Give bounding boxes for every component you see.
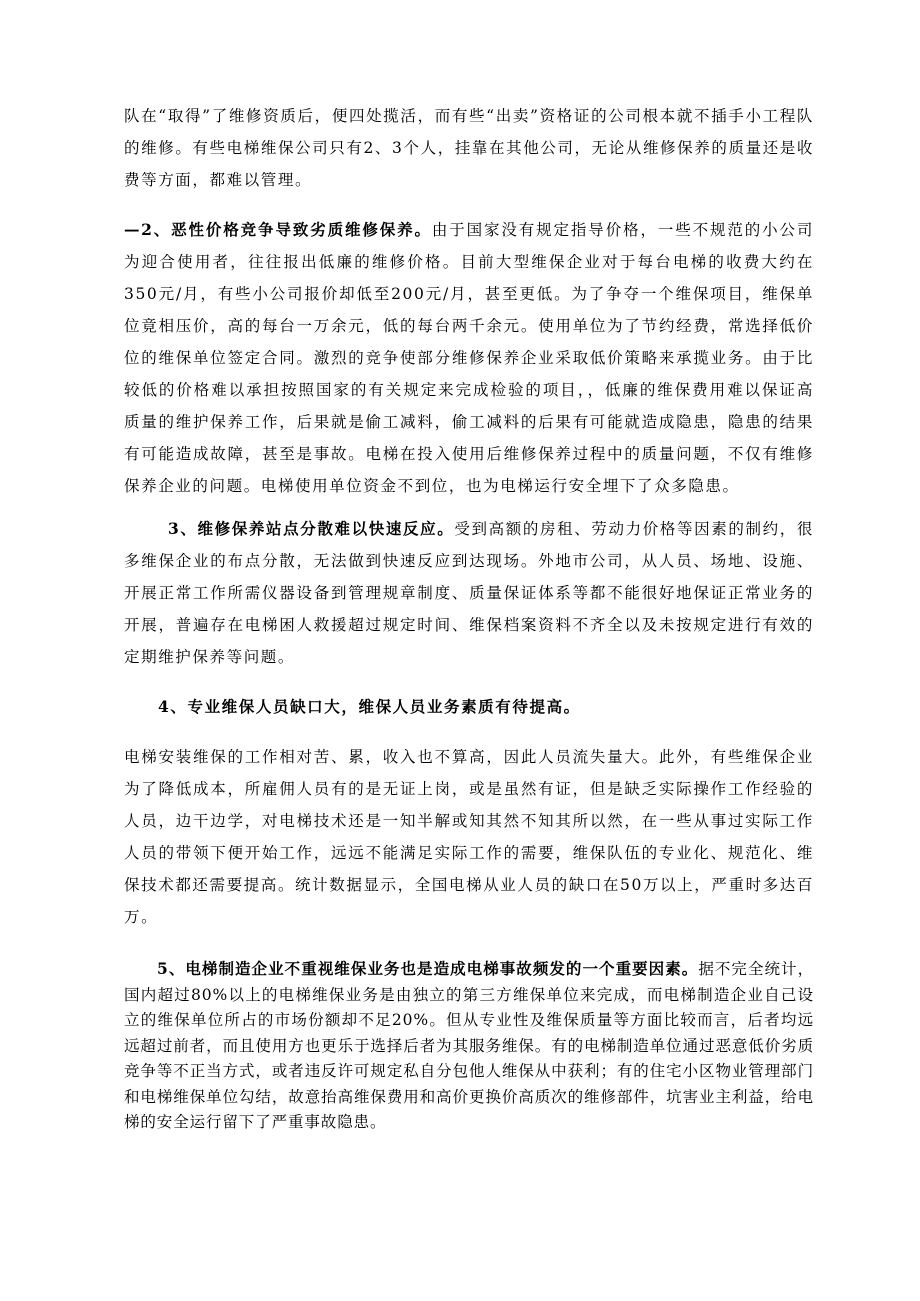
paragraph-3 [124, 513, 814, 673]
paragraph-2-heading: —2、恶性价格竞争导致劣质维修保养。 [124, 220, 432, 239]
paragraph-4 [124, 741, 814, 933]
paragraph-5 [124, 956, 814, 1136]
paragraph-1-text: 队在“取得”了维修资质后，便四处揽活，而有些“出卖”资格证的公司根本就不插手小工程队的维修。有些电梯维保公司只有2、3个人，挂靠在其他公司，无论从维修保养的质量还是收费等方面，都难以管理。 [124, 107, 814, 189]
paragraph-4-heading: 4、专业维保人员缺口大，维保人员业务素质有待提高。 [158, 697, 581, 716]
paragraph-2 [124, 214, 814, 502]
paragraph-2-body: 由于国家没有规定指导价格，一些不规范的小公司为迎合使用者，往往报出低廉的维修价格。目前大型维保企业对于每台电梯的收费大约在350元/月，有些小公司报价却低至200元/月，甚至更低。为了争夺一个维保项目，维保单位竟相压价，高的每台一万余元，低的每台两千余元。使用单位为了节约经费，常选择低价位的维保单位签定合同。激烈的竞争使部分维修保养企业采取低价策略来承揽业务。由于比较低的价格难以承担按照国家的有关规定来完成检验的项目，，低廉的维保费用难以保证高质量的维护保养工作，后果就是偷工减料，偷工减料的后果有可能就造成隐患，隐患的结果有可能造成故障，甚至是事故。电梯在投入使用后维修保养过程中的质量问题，不仅有维修保养企业的问题。电梯使用单位资金不到位，也为电梯运行安全埋下了众多隐患。 [124, 221, 814, 495]
paragraph-1 [124, 100, 814, 196]
paragraph-5-heading: 5、电梯制造企业不重视维保业务也是造成电梯事故频发的一个重要因素。 [157, 959, 699, 978]
paragraph-3-heading: 3、维修保养站点分散难以快速反应。 [168, 519, 455, 538]
paragraph-4-body: 电梯安装维保的工作相对苦、累，收入也不算高，因此人员流失量大。此外，有些维保企业为了降低成本，所雇佣人员有的是无证上岗，或是虽然有证，但是缺乏实际操作工作经验的人员，边干边学，对电梯技术还是一知半解或知其然不知其所以然，在一些从事过实际工作人员的带领下便开始工作，远远不能满足实际工作的需要，维保队伍的专业化、规范化、维保技术都还需要提高。统计数据显示，全国电梯从业人员的缺口在50万以上，严重时多达百万。 [124, 748, 814, 926]
paragraph-3-body: 受到高额的房租、劳动力价格等因素的制约，很多维保企业的布点分散，无法做到快速反应到达现场。外地市公司，从人员、场地、设施、开展正常工作所需仪器设备到管理规章制度、质量保证体系等都不能很好地保证正常业务的开展，普遍存在电梯困人救援超过规定时间、维保档案资料不齐全以及未按规定进行有效的定期维护保养等问题。 [124, 520, 814, 666]
paragraph-5-body: 据不完全统计，国内超过80%以上的电梯维保业务是由独立的第三方维保单位来完成，而电梯制造企业自己设立的维保单位所占的市场份额却不足20%。但从专业性及维保质量等方面比较而言，后者均远远超过前者，而且使用方也更乐于选择后者为其服务维保。有的电梯制造单位通过恶意低价劣质竞争等不正当方式，或者违反许可规定私自分包他人维保从中获利；有的住宅小区物业管理部门和电梯维保单位勾结，故意抬高维保费用和高价更换价高质次的维修部件，坑害业主利益，给电梯的安全运行留下了严重事故隐患。 [124, 960, 814, 1131]
